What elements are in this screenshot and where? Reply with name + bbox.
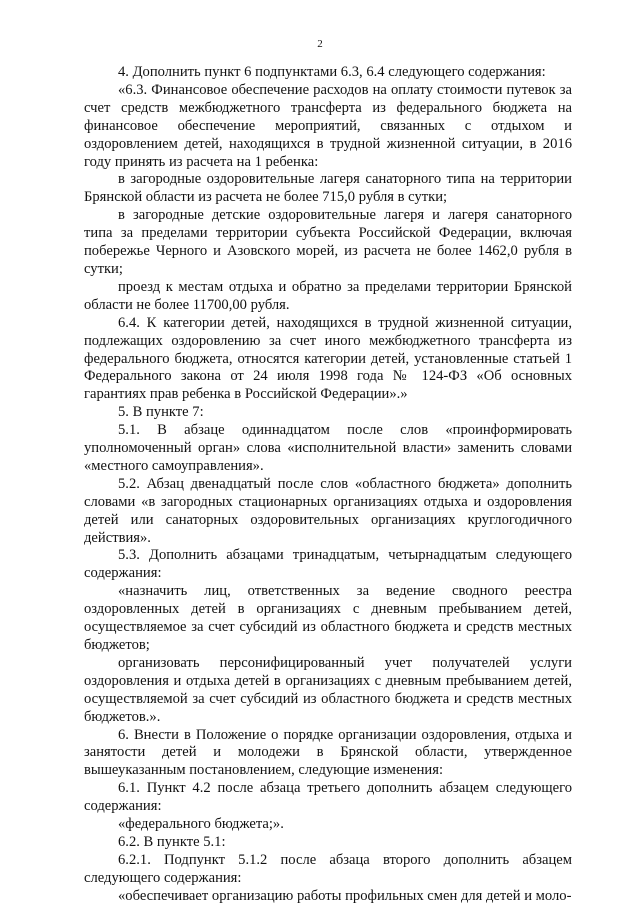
paragraph-federal-budget: «федерального бюджета;». — [118, 816, 284, 833]
paragraph-subitem-6-3: «6.3. Финансовое обеспечение расходов на оплату стоимости путевок за счет средств межбюджетного трансферта из федерального бюджета на финансовое обеспечение мероприятий, связанных с отдыхом и оздоровлением детей, находящихся в трудной жизненной ситуации, в 2016 году принять из расчета на 1 ребенка: — [84, 81, 572, 170]
paragraph-bryansk-camps: в загородные оздоровительные лагеря санаторного типа на территории Брянской области из расчета не более 715,0 рубля в сутки; — [84, 171, 572, 206]
paragraph-personalized-record: организовать персонифицированный учет получателей услуги оздоровления и отдыха детей в организациях с дневным пребыванием детей, осуществляемой за счет субсидий из областного бюджета и средств местных бюджетов.». — [84, 654, 572, 725]
paragraph-travel: проезд к местам отдыха и обратно за пределами территории Брянской области не более 11700,00 рубля. — [84, 278, 572, 313]
document-body — [84, 64, 572, 906]
paragraph-subitem-6-2-1: 6.2.1. Подпункт 5.1.2 после абзаца второго дополнить абзацем следующего содержания: — [84, 851, 572, 886]
paragraph-subitem-6-4: 6.4. К категории детей, находящихся в трудной жизненной ситуации, подлежащих оздоровлению за счет иного межбюджетного трансферта из федерального бюджета, относятся категории детей, установленные статьей 1 Федерального закона от 24 июля 1998 года № 124-ФЗ «Об основных гарантиях прав ребенка в Российской Федерации».» — [84, 314, 572, 403]
paragraph-item-6: 6. Внести в Положение о порядке организации оздоровления, отдыха и занятости детей и молодежи в Брянской области, утвержденное вышеуказанным постановлением, следующие изменения: — [84, 726, 572, 779]
paragraph-item-4: 4. Дополнить пункт 6 подпунктами 6.3, 6.4 следующего содержания: — [118, 64, 546, 80]
paragraph-item-5: 5. В пункте 7: — [118, 404, 204, 421]
paragraph-profile-shifts: «обеспечивает организацию работы профильных смен для детей и моло- — [118, 887, 572, 904]
paragraph-subitem-6-2: 6.2. В пункте 5.1: — [118, 833, 226, 850]
paragraph-outside-region-camps: в загородные детские оздоровительные лагеря и лагеря санаторного типа за пределами территории субъекта Российской Федерации, включая побережье Черного и Азовского морей, из расчета не более 1462,0 рубля в сутки; — [84, 207, 572, 277]
paragraph-registry: «назначить лиц, ответственных за ведение сводного реестра оздоровленных детей в организациях с дневным пребыванием детей, осуществляемое за счет субсидий из областного бюджета и средств местных бюджетов; — [84, 583, 572, 653]
paragraph-subitem-5-2: 5.2. Абзац двенадцатый после слов «областного бюджета» дополнить словами «в загородных стационарных организациях отдыха и оздоровления детей или санаторных оздоровительных организациях круглогодичного действия». — [84, 475, 572, 546]
paragraph-subitem-5-1: 5.1. В абзаце одиннадцатом после слов «проинформировать уполномоченный орган» слова «исполнительной власти» заменить словами «местного самоуправления». — [84, 422, 572, 474]
page-number: 2 — [317, 38, 323, 50]
paragraph-subitem-6-1: 6.1. Пункт 4.2 после абзаца третьего дополнить абзацем следующего содержания: — [84, 780, 572, 815]
paragraph-subitem-5-3: 5.3. Дополнить абзацами тринадцатым, четырнадцатым следующего содержания: — [84, 547, 572, 582]
